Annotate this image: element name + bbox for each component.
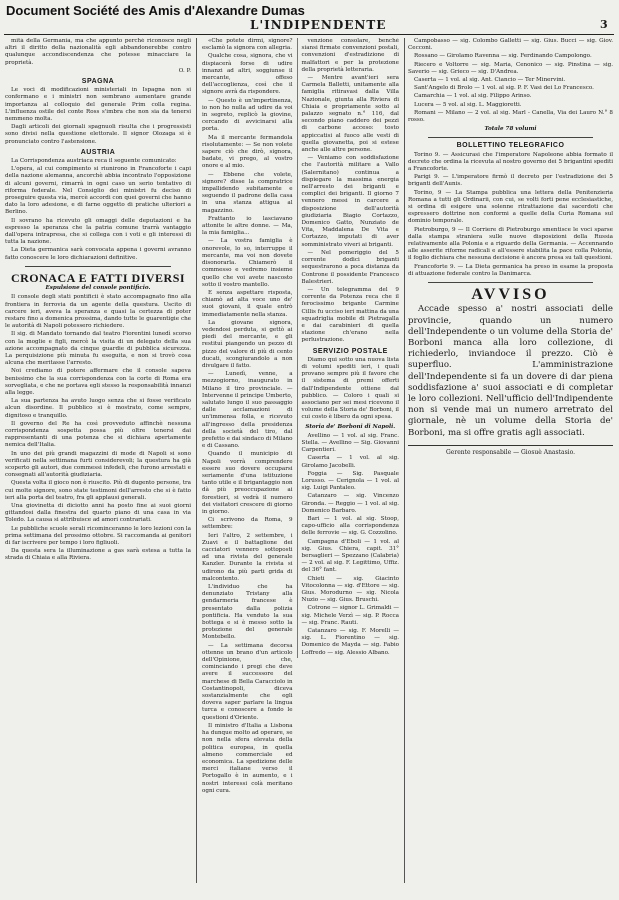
news-paragraph: Quando il municipio di Napoli vorrà comprendere essere suo dovere occuparsi seriamente d'una istituzione tanto utile e il brigantaggio non dà più preoccupazione ai forestieri, si vedrà il numero dei visitatori crescere di giorno in giorno. [202, 451, 293, 515]
news-paragraph: Il ministro d'Italia a Lisbona ha dunque molto ad operare, se non nella sfera elevata della politica europea, in quella almeno commerciale ed economica. La spedizione delle merci italiane verso il Portogallo è in aumento, e i nostri interessi colà meritano ogni cura. [202, 722, 293, 794]
storia-subheading: Storia de' Borboni di Napoli. [305, 423, 396, 430]
cronaca-paragraph: Il sig. di Mandato tornando dal teatro Fiorentini lunedì scorso con la moglie e figli, mercè la visita di un delegato della sua azione accompagnato da cinque guardie di pubblica sicurezza. La perquisizione più minuta fu eseguita, e non si trovò cosa alcuna che meritasse l'arresto. [5, 331, 191, 367]
divider [428, 137, 593, 138]
story-paragraph: Qualche cosa, signora, che vi dispiacerà forse di udire innanzi ad altri, soggiunse il mercante, offeso dell'accoglienza, così che il signore avrà da rispondere. [202, 53, 293, 96]
header-rule [4, 34, 614, 35]
bollettino-paragraph: Parigi 9. — L'imperatore firmò il decreto per l'estradizione dei 5 briganti dell'Aunis. [408, 174, 613, 188]
divider [25, 266, 171, 267]
column-2-right [297, 38, 399, 658]
cronaca-subheading: Espulsione del console pontificio. [45, 285, 151, 292]
section-heading-austria: AUSTRIA [80, 148, 116, 156]
storia-entry: Avellino — 1 vol. al sig. Franc. Stella. — Avellino — Sig. Giovanni Carpentieri. [301, 432, 399, 454]
storia-entry: Cotrone — signor L. Grimaldi — sig. Michele Verzì — sig. P. Rocca — sig. Franc. Rauti. [301, 605, 399, 626]
cronaca-paragraph: La sua partenza ha avuto luogo senza che si fosse verificato alcun disordine. Il pubblico si è mostrato, come sempre, dignitoso e tranquillo. [5, 398, 191, 419]
story-paragraph: «Che potete dirmi, signore? esclamò la signora con allegria. [202, 38, 293, 52]
cronaca-paragraph: In uno dei più grandi magazzini di mode di Napoli si sono verificati nella settimana furti considerevoli; la questura ha già scoperto gli autori, due commessi infedeli, che furono arrestati e consegnati all'autorità giudiziaria. [5, 450, 191, 479]
austria-paragraph: La Corrispondenza austriaca reca il seguente comunicato: [11, 158, 177, 165]
bollettino-paragraph: Torino, 9 — La Stampa pubblica una lettera della Penitenzieria Romana a tutti gli Ordinarii, con cui, se volti forti pene ecclesiastiche, si ordina di esigere una solenne ritrattazione dai sacerdoti che espressero dottrine non conformi a quelle della Curia Romana sul dominio temporale. [408, 189, 613, 225]
cronaca-paragraph: Noi crediamo di potere affermare che il console sapeva benissimo che la sua corrispondenza con la corte di Roma era sorvegliata, e che ne portava egli stesso la responsabilità innanzi alla legge. [5, 368, 191, 396]
column-separator [404, 38, 405, 883]
section-heading-servizio-postale: SERVIZIO POSTALE [312, 347, 388, 355]
storia-entry: Foggia — Sig. Pasquale Lorusso. — Cerignola — 1 vol. al sig. Luigi Pantaleo. [301, 470, 399, 492]
news-paragraph: — Veniamo con soddisfazione che l'autorità militare a Vallo (Salernitano) continua a dispiegare la massima energia nell'arresto dei briganti e complici dei briganti. Il giorno 7 vennero messi in carcere a disposizione dell'autorità giudiziaria Biagio Cortazzo, Domenico Gatto, Nunziato de Vita, Maddalena De Vita e Cortazzo, imputati di aver somministrato viveri ai briganti. [301, 155, 399, 248]
story-paragraph: — Questo è un'impertinenza, io non ho nulla ad udire da voi in segreto, replicò la giovine, cercando di avvicinarsi alla porta. [202, 97, 293, 133]
news-paragraph: Ieri l'altro, 2 settembre, i Zuavi e il battaglione dei cacciatori vennero sottoposti ad una rivista del generale Kanzler. Durante la rivista si udirono da più parti grida di malcontento. [202, 532, 293, 582]
news-paragraph: venzione consolare, benchè siansi firmate convenzioni postali, convenzioni d'estradizione di malfattori e per la protezione della proprietà letteraria. [301, 38, 399, 73]
cronaca-paragraph: Il console degli stati pontificii è stato accompagnato fino alla frontiera in ferrovia da un agente della questura. Uscito di carcere ieri, aveva la speranza e quasi la certezza di poter restare fino a domenica prossima, dando tutte le guarentigie che le autorità di Napoli potessero richiedere. [5, 294, 191, 330]
bollettino-paragraph: Torino 9. — Assicurasi che l'imperatore Napoleone abbia formato il decreto che ordina la ricevuta al nostro governo dei 5 brigantini spediti a Francoforte. [408, 151, 613, 173]
austria-paragraph: Il sovrano ha ricevuto gli omaggi delle deputazioni e ha espresso la speranza che la patria comune trarrà vantaggio dall'opera intrapresa, che si collega con i voti e gli interessi di tutta la nazione. [5, 217, 191, 246]
storia-entry: Caserta — 1 vol. al sig. Ant. Ciancio — Ter Minervini. [414, 77, 566, 84]
cronaca-paragraph: Una giovinetta di diciotto anni ha posto fine ai suoi giorni gittandosi dalla finestra del quarto piano di una casa in via Toledo. La causa si attribuisce ad amori contrariati. [5, 502, 191, 524]
storia-entry: Campobasso — sig. Colombo Galletti — sig. Gius. Bucci — sig. Giov. Cecconi. [408, 38, 613, 52]
news-paragraph: — Mentre avant'ieri sera Carmela Balletti, unitamente alla famiglia ritiravasi dalla Villa Nazionale, giunta alla Riviera di Chiaia e propriamente sotto al palazzo segnato n.° 116, dal secondo piano caddero dei pezzi di carbone acceso: tosto appiccatisi al fuoco alle vesti di quella giovanetta, poi si estese anche alle altre persone. [301, 75, 399, 154]
story-paragraph: La giovane signora, vedendosi perduta, si gettò ai piedi del mercante, e gli restituì piangendo un pezzo di pizzo del valore di più di cento ducati, scongiurandolo a non divulgare il fatto. [202, 319, 293, 369]
story-paragraph: Frattanto io lasciavano attonite le altre donne. — Ma, la mia famiglia... [202, 215, 293, 237]
cronaca-paragraph: Questa volta il gioco non è riuscito. Più di dugento persone, tra cui molte signore, sono state testimoni dell'arresto che si è fatto ieri alla porta del teatro, fra gli applausi generali. [5, 480, 191, 501]
storia-entry: Rossano — Girolamo Ravenna — sig. Ferdinando Campolongo. [414, 53, 592, 60]
section-heading-bollettino: BOLLETTINO TELEGRAFICO [456, 142, 565, 150]
story-paragraph: Ma il mercante fermandola risolutamente: — Se non volete sapere ciò che dirò, signora, badate, vi prego, al vostro onore e al mio. [202, 134, 293, 170]
column-3 [408, 38, 613, 883]
storia-entry: Lucera — 5 vol. al sig. L. Maggioretti. [414, 101, 522, 108]
column-2 [202, 38, 399, 883]
storia-entry: Chieti — sig. Giacinto Vitocolonna — sig. d'Ettore — sig. Gius. Morodurno — sig. Nicola Nuzio — sig. Gius. Bruschi. [301, 575, 399, 604]
storia-entry: Catanzaro — sig. Vincenzo Gironda. — Reggio — 1 vol. al sig. Domenico Barbaro. [301, 493, 399, 514]
storia-entry: Catanzaro — sig. F. Morelli — sig. L. Fiorentino — sig. Domenico de Mayda — sig. Fabio Loffredo — sig. Alessio Albano. [301, 628, 399, 656]
news-paragraph: L'individuo che ha denunziato Tristany alla gendarmeria francese è presentato dalla polizia pontificia. Ha venduto la sua bottega e si è messo sotto la protezione del generale Montebello. [202, 584, 293, 641]
intro-signature: O. P. [178, 67, 191, 74]
news-paragraph: — La settimana decorsa ottenne un brano d'un articolo dell'Opinione, che, cominciando i pregi che deve avere il successore del marchese di Bella Caracciolo in Costantinopoli, diceva sostanzialmente che egli doveva saper parlare la lingua turca e conoscere a fondo le questioni d'Oriente. [202, 642, 293, 721]
spagna-paragraph: Dagli articoli dei giornali spagnuoli risulta che i progressisti sono divisi nella questione elettorale. Il signor Olozaga si è pronunciato contro l'astensione. [5, 124, 191, 145]
column-2-left [202, 38, 297, 796]
newspaper-masthead: L'INDIPENDENTE [250, 18, 387, 32]
avviso-paragraph: Accade spesso a' nostri associati delle provincie, quando un numero dell'Independente o un volume della Storia de' Borboni manca alla loro collezione, di richiederlo, inviandoce il prezzo. Ciò è superfluo. L'amministrazione dell'Independente si fa un dovere di dar piena soddisfazione a' suoi associati e di completar le loro collezioni. Nell'ufficio dell'Indipendente non si vende mai un numero arretrato del giornale, nè un volume della Storia de' Borboni, ma si offre gratis agli associati. [408, 304, 613, 438]
storia-entry: Riecero e Voltorre — sig. Maria, Cenonico — sig. Pinstina — sig. Saverio — sig. Grieco — sig. D'Andrea. [408, 61, 613, 75]
news-paragraph: — Un telegramma del 9 corrente da Potenza reca che il ferocissimo brigante Carmine Cillis fu ucciso ieri mattina da una squadriglia mobile di Pietragalla e dai carabinieri di quella stazione ch'erano nella perlustrazione. [301, 286, 399, 344]
column-separator [196, 38, 197, 883]
avviso-heading: AVVISO [471, 286, 550, 304]
austria-paragraph: La Dieta germanica sarà convocata appena i governi avranno fatto conoscere le loro dichiarazioni definitive. [5, 247, 191, 261]
storia-entry: Caserta — 1 vol. al sig. Girolamo Jacobelli. [301, 455, 399, 469]
avviso-box [408, 304, 613, 438]
storia-entry: Campagna d'Eboli — 1 vol. al sig. Gius. Chiera, capit. 31° bersaglieri — Spezzano (Calabria) — 2 vol. al sig. F. Legittimo, Uffiz. del 36° fant. [301, 538, 399, 574]
storia-entry: Camarchia — 1 vol. al sig. Filippo Arinso. [414, 93, 532, 100]
intro-paragraph: mità della Germania, ma che appunto perchè riconosce negli altri il diritto della nazionalità egli abbandonerebbe contro qualunque accondiscendenza che potesse minacciare la proprietà. [5, 38, 191, 66]
divider [428, 282, 593, 283]
news-paragraph: — Lunedì, venne, a mezzogiorno, inaugurato in Milano il tiro provinciale. — Intervenne il principe Umberto, salutato lungo il suo passaggio dalle acclamazioni di un'immensa folla, e ricevuto all'ingresso della presidenza della società del tiro, dal prefetto e dai sindaco di Milano e di Cassano. [202, 371, 293, 450]
section-heading-cronaca: CRONACA E FATTI DIVERSI [10, 270, 186, 285]
servizio-paragraph: Diamo qui sotto una nuova lista di volumi spediti ieri, i quali provano sempre più il favore che il sistema di premi offerti dall'Indipendente ottiene dal pubblico. — Coloro i quali si associano per sei mesi ricevono il volume della Storia de' Borboni, il cui costo è libero da ogni spesa. [301, 356, 399, 421]
storia-entry: Romani — Milano — 2 vol. al sig. Marl - Canella, Via dei Lauro N.° 8 rosso. [408, 109, 613, 124]
totale-volumi: Totale 78 volumi [484, 126, 537, 133]
cronaca-paragraph: Le pubbliche scuole serali ricominceranno le loro lezioni con la prima settimana del prossimo ottobre. Si raccomanda ai genitori di far iscrivere per tempo i loro figliuoli. [5, 525, 191, 546]
gerente-line: Gerente responsabile — Giosuè Anastasio. [408, 445, 613, 456]
austria-paragraph: L'opera, al cui compimento si riunirono in Francoforte i capi della nazione alemanna, ancorchè abbia incontrato l'opposizione di alcuni governi, rimarrà in ogni caso un serio tentativo di riforma federale. Nel Consiglio dei ministri fu deciso di proseguire questa via, mercè accordi con quei governi che hanno dato la loro adesione, e di farne oggetto di pratiche ulteriori a Berlino. [5, 166, 191, 216]
storia-entry: Sant'Angelo di Brolo — 1 vol. al sig. P. F. Vasi dei Lo Francesco. [414, 85, 594, 92]
cronaca-paragraph: Da questa sera la illuminazione a gas sarà estesa a tutta la strada di Chiaia e alla Riviera. [5, 548, 191, 562]
section-heading-spagna: SPAGNA [81, 78, 115, 86]
story-paragraph: — Ebbene che volete, signore? disse la compratrice impallidendo subitamente e seguendo il padrone della casa in una stanza attigua al magazzino. [202, 171, 293, 214]
column-1 [5, 38, 191, 883]
page-number: 3 [600, 18, 608, 31]
news-paragraph: — Nel pomeriggio del 5 corrente dodici briganti sequestrarono a poca distanza da Controne il possidente Francesco Balestrieri. [301, 249, 399, 285]
bollettino-paragraph: Pietroburgo, 9 — Il Corriere di Pietroburgo smentisce le voci sparse dalla stampa straniera sulle nuove disposizioni della Russia relativamente alla Polonia e a riguardo della Germania. — Accennando alle asserite riforme radicali e all'essere stabilita la pace colla Polonia, il foglio dichiara che nessuna decisione è ancora presa su tali questioni. [408, 226, 613, 262]
story-paragraph: — La vostra famiglia è onorevole, lo so, interruppe il mercante, ma voi non dovete disonorarla. Chiamerò il commesso e vedremo insieme quello che voi avete nascosto sotto il vostro mantello. [202, 238, 293, 288]
spagna-paragraph: Le voci di modificazioni ministeriali in Ispagna non si confermano e i ministri non sembrano aumentare grande importanza al colloquio del generale Prim colla regina. L'influenza ostile del conte Ross s'imbra che non sia da tenersi nemmeno molta. [5, 87, 191, 123]
story-paragraph: E senza aspettare risposta, chiamò ad alta voce uno de' suoi giovani, il quale entrò immediatamente nella stanza. [202, 289, 293, 318]
storia-entry: Bari — 1 vol. al sig. Stoop, capo-ufficio alla corrispondenza delle ferrovie — sig. G. Cozzolino. [301, 516, 399, 537]
bollettino-paragraph: Francoforte 9. — La Dieta germanica ha preso in esame la proposta di attuazione federale contro la Danimarca. [408, 263, 613, 277]
news-paragraph: Ci scrivono da Roma, 9 settembre: [202, 517, 293, 531]
cronaca-paragraph: Il governo del Re ha così provveduto affinchè nessuna corrispondenza sospetta possa più oltre tenersi dai rappresentanti di una potenza che si dichiara apertamente nemica dell'Italia. [5, 420, 191, 449]
document-watermark: Document Société des Amis d'Alexandre Dumas [6, 3, 305, 18]
